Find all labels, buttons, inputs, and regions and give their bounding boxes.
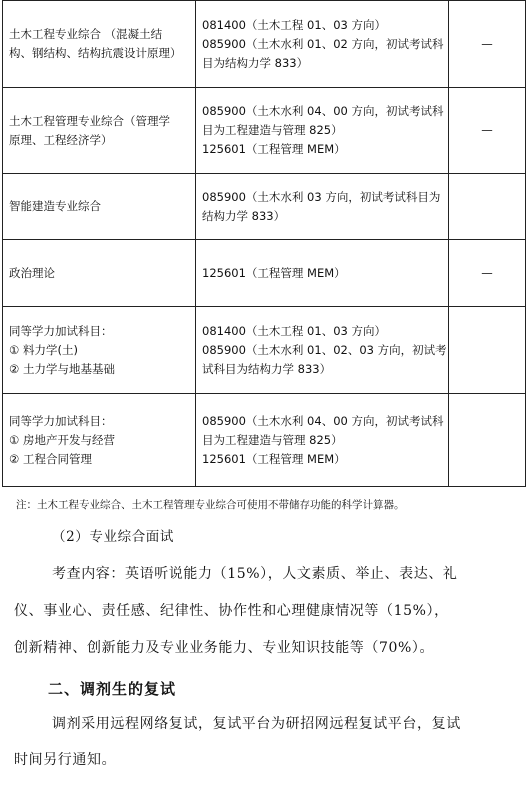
direction-line: 试科目为结构力学 833） (202, 361, 332, 376)
adjust-line: 时间另行通知。 (14, 752, 117, 768)
section-heading: 二、调剂生的复试 (48, 680, 177, 698)
calculator-note: 注：土木工程专业综合、土木工程管理专业综合可使用不带储存功能的科学计算器。 (16, 499, 405, 511)
mark-cell (449, 88, 526, 174)
direction-line: 085900（土木水利 04、00 方向，初试考试科 (202, 104, 444, 118)
direction-line: 081400（土木工程 01、03 方向） (202, 323, 386, 338)
direction-line: 目为工程建造与管理 825） (202, 432, 343, 447)
table-row (3, 1, 526, 88)
table-row (3, 307, 526, 394)
subject-line: 同等学力加试科目： (9, 323, 113, 338)
mark-cell (449, 394, 526, 487)
content-line: 创新精神、创新能力及专业业务能力、专业知识技能等（70%）。 (14, 640, 435, 656)
subject-line: 构、钢结构、结构抗震设计原理） (9, 46, 182, 60)
subject-line: ② 工程合同管理 (9, 451, 92, 466)
subject-line: 政治理论 (9, 265, 55, 280)
direction-line: 081400（土木工程 01、03 方向） (202, 17, 386, 32)
direction-cell (196, 394, 449, 487)
mark-cell (449, 240, 526, 307)
subject-line: ① 房地产开发与经营 (9, 432, 115, 447)
subject-line: 原理、工程经济学） (9, 132, 113, 147)
direction-line: 125601（工程管理 MEM） (202, 265, 346, 280)
subject-line: 智能建造专业综合 (9, 199, 101, 213)
direction-line: 目为工程建造与管理 825） (202, 123, 343, 137)
subject-table (2, 0, 526, 487)
table-row (3, 88, 526, 174)
subject-line: 土木工程管理专业综合（管理学 (9, 113, 170, 128)
direction-line: 125601（工程管理 MEM） (202, 142, 346, 156)
subject-cell (3, 394, 196, 487)
content-line: 仪、事业心、责任感、纪律性、协作性和心理健康情况等（15%）， (14, 603, 449, 619)
direction-cell (196, 88, 449, 174)
direction-line: 085900（土木水利 01、02 方向，初试考试科 (202, 36, 444, 51)
subject-cell (3, 307, 196, 394)
direction-cell (196, 1, 449, 88)
dash-mark: — (481, 265, 493, 280)
direction-line: 085900（土木水利 03 方向，初试考试科目为 (202, 189, 441, 204)
subject-cell (3, 174, 196, 240)
table-row (3, 394, 526, 487)
direction-line: 085900（土木水利 04、00 方向，初试考试科 (202, 413, 444, 428)
direction-line: 目为结构力学 833） (202, 55, 309, 70)
subject-line: ① 料力学(土) (9, 342, 78, 357)
direction-cell (196, 240, 449, 307)
subject-line: 土木工程专业综合 （混凝土结 (9, 27, 163, 41)
mark-cell (449, 174, 526, 240)
subject-cell (3, 88, 196, 174)
adjust-line: 调剂采用远程网络复试，复试平台为研招网远程复试平台，复试 (52, 716, 461, 732)
table-row (3, 174, 526, 240)
subject-cell (3, 1, 196, 88)
dash-mark: — (481, 36, 493, 51)
direction-cell (196, 174, 449, 240)
section-subheading: （2）专业综合面试 (52, 529, 174, 545)
mark-cell (449, 1, 526, 88)
direction-line: 结构力学 833） (202, 208, 286, 223)
direction-cell (196, 307, 449, 394)
subject-line: ② 土力学与地基基础 (9, 361, 115, 376)
direction-line: 125601（工程管理 MEM） (202, 451, 346, 466)
subject-line: 同等学力加试科目： (9, 413, 113, 428)
subject-cell (3, 240, 196, 307)
direction-line: 085900（土木水利 01、02、03 方向，初试考 (202, 342, 447, 357)
dash-mark: — (481, 123, 493, 137)
table-row (3, 240, 526, 307)
content-line: 考查内容：英语听说能力（15%），人文素质、举止、表达、礼 (52, 566, 458, 582)
mark-cell (449, 307, 526, 394)
